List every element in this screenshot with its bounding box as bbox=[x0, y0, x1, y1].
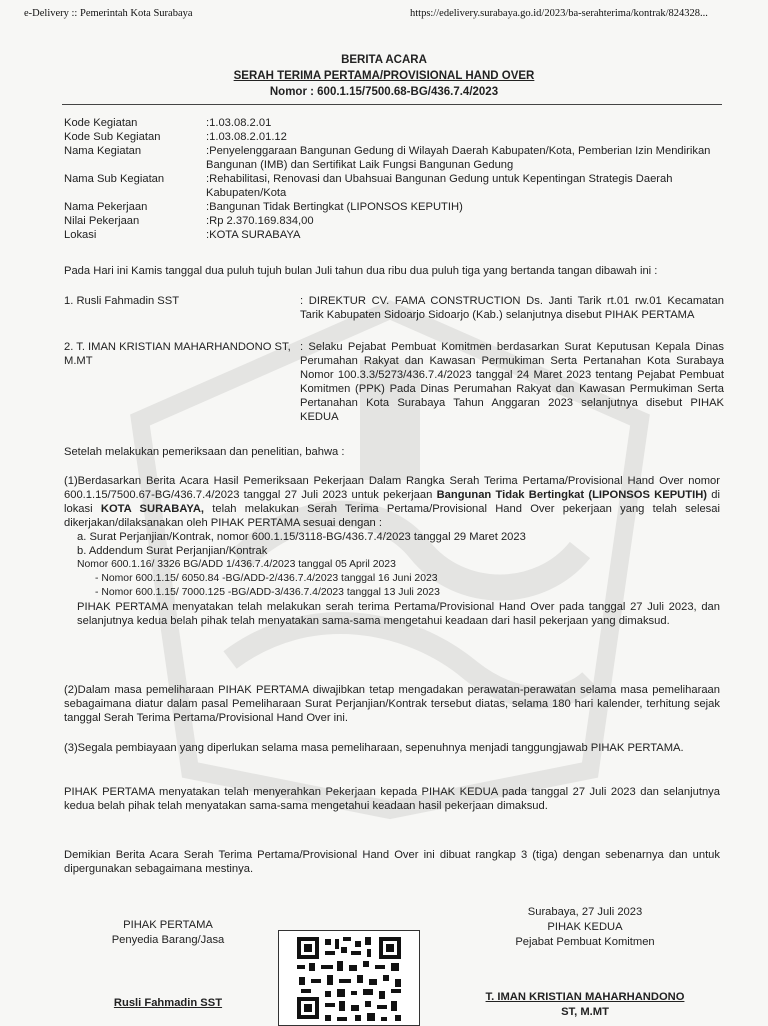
activity-details bbox=[64, 116, 724, 242]
detail-key: Lokasi bbox=[64, 229, 97, 241]
detail-value: :Penyelenggaraan Bangunan Gedung di Wilayah Daerah Kabupaten/Kota, Pemberian Izin Mendirikan Bangunan (IMB) dan Sertifikat Laik Fungsi Bangunan Gedung bbox=[206, 145, 711, 171]
detail-key: Kode Sub Kegiatan bbox=[64, 131, 161, 143]
detail-row bbox=[64, 172, 724, 200]
sig-first-role: PIHAK PERTAMA bbox=[123, 919, 213, 931]
clause-1-addendum: b. Addendum Surat Perjanjian/Kontrak bbox=[77, 545, 268, 557]
sig-second-name: T. IMAN KRISTIAN MAHARHANDONO bbox=[485, 991, 685, 1003]
browser-header-url[interactable]: https://edelivery.surabaya.go.id/2023/ba-serahterima/kontrak/824328... bbox=[410, 8, 708, 19]
detail-row bbox=[64, 214, 724, 228]
detail-key: Nama Pekerjaan bbox=[64, 201, 148, 213]
intro-paragraph: Pada Hari ini Kamis tanggal dua puluh tujuh bulan Juli tahun dua ribu dua puluh tiga yang bertanda tangan dibawah ini : bbox=[64, 265, 658, 277]
clause-1 bbox=[64, 474, 720, 628]
detail-key: Kode Kegiatan bbox=[64, 117, 138, 129]
party-second-name: 2. T. IMAN KRISTIAN MAHARHANDONO ST, M.MT bbox=[64, 341, 291, 367]
party-first bbox=[64, 294, 724, 322]
sig-second-title: ST, M.MT bbox=[561, 1006, 609, 1018]
browser-header-left: e-Delivery :: Pemerintah Kota Surabaya bbox=[24, 8, 193, 19]
document-number: Nomor : 600.1.15/7500.68-BG/436.7.4/2023 bbox=[269, 86, 499, 98]
detail-value: :1.03.08.2.01.12 bbox=[206, 131, 287, 143]
detail-row bbox=[64, 200, 724, 214]
detail-row bbox=[64, 116, 724, 130]
party-second-desc: : Selaku Pejabat Pembuat Komitmen berdasarkan Surat Keputusan Kepala Dinas Perumahan Rakyat dan Kawasan Permukiman Serta Pertanahan Kota Surabaya Nomor 100.3.3/5273/436.7.4/2023 tanggal 24 Maret 2023 tentang Pejabat Pembuat Komitmen (PPK) Pada Dinas Perumahan Rakyat dan Kawasan Permukiman Serta Pertanahan Kota Surabaya Tahun Anggaran 2023 selanjutnya disebut PIHAK KEDUA bbox=[300, 341, 724, 423]
clause-1-text-c: telah melakukan Serah Terima Pertama/Provisional Hand Over pekerjaan yang telah selesai dikerjakan/dilaksanakan oleh PIHAK PERTAMA sesuai dengan : bbox=[64, 503, 720, 529]
title-line-1: BERITA ACARA bbox=[341, 54, 427, 66]
clause-1-contract: a. Surat Perjanjian/Kontrak, nomor 600.1.15/3118-BG/436.7.4/2023 tanggal 29 Maret 2023 bbox=[77, 531, 526, 543]
detail-value: :KOTA SURABAYA bbox=[206, 229, 301, 241]
clause-3: (3)Segala pembiayaan yang diperlukan selama masa pemeliharaan, sepenuhnya menjadi tanggungjawab PIHAK PERTAMA. bbox=[64, 742, 684, 754]
handover-statement: PIHAK PERTAMA menyatakan telah menyerahkan Pekerjaan kepada PIHAK KEDUA pada tanggal 27 Juli 2023 dan selanjutnya kedua belah pihak telah menyatakan sama-sama mengetahui keadaan hasil pekerjaan dimaksud. bbox=[64, 786, 720, 812]
signature-first-party bbox=[68, 918, 268, 1011]
clause-1-text-a: (1)Berdasarkan Berita Acara Hasil Pemeriksaan Pekerjaan Dalam Rangka Serah Terima Pertama/Provisional Hand Over nomor 600.1.15/7500.67-BG/436.7.4/2023 tanggal 27 Juli 2023 untuk pekerjaan bbox=[64, 475, 720, 501]
clause-1-location: KOTA SURABAYA, bbox=[100, 503, 205, 515]
sig-date: Surabaya, 27 Juli 2023 bbox=[527, 906, 643, 918]
addendum-2: - Nomor 600.1.15/ 6050.84 -BG/ADD-2/436.7.4/2023 tanggal 16 Juni 2023 bbox=[95, 573, 438, 584]
detail-value: :1.03.08.2.01 bbox=[206, 117, 272, 129]
review-statement: Setelah melakukan pemeriksaan dan penelitian, bahwa : bbox=[64, 446, 345, 458]
sig-first-sub: Penyedia Barang/Jasa bbox=[111, 934, 225, 946]
sig-first-name: Rusli Fahmadin SST bbox=[113, 997, 223, 1009]
qr-code-icon bbox=[278, 930, 420, 1026]
addendum-1: Nomor 600.1.16/ 3326 BG/ADD 1/436.7.4/2023 tanggal 05 April 2023 bbox=[77, 559, 396, 570]
party-first-name: 1. Rusli Fahmadin SST bbox=[64, 295, 180, 307]
detail-value: :Rp 2.370.169.834,00 bbox=[206, 215, 314, 227]
detail-value: :Rehabilitasi, Renovasi dan Ubahsuai Bangunan Gedung untuk Kepentingan Strategis Daerah Kabupaten/Kota bbox=[206, 173, 673, 199]
addendum-3: - Nomor 600.1.15/ 7000.125 -BG/ADD-3/436.7.4/2023 tanggal 13 Juli 2023 bbox=[95, 587, 440, 598]
closing-statement: Demikian Berita Acara Serah Terima Pertama/Provisional Hand Over ini dibuat rangkap 3 (tiga) dengan sebenarnya dan untuk dipergunakan sebagaimana mestinya. bbox=[64, 849, 720, 875]
detail-value: :Bangunan Tidak Bertingkat (LIPONSOS KEPUTIH) bbox=[206, 201, 463, 213]
clause-1-closing: PIHAK PERTAMA menyatakan telah melakukan serah terima Pertama/Provisional Hand Over pada tanggal 27 Juli 2023, dan selanjutnya kedua belah pihak telah menyatakan sama-sama mengetahui keadaan dari hasil pekerjaan yang dimaksud. bbox=[77, 601, 720, 627]
clause-1-project: Bangunan Tidak Bertingkat (LIPONSOS KEPUTIH) bbox=[436, 489, 708, 501]
detail-key: Nama Sub Kegiatan bbox=[64, 173, 165, 185]
detail-row bbox=[64, 228, 724, 242]
title-line-2: SERAH TERIMA PERTAMA/PROVISIONAL HAND OVER bbox=[233, 70, 535, 82]
signature-second-party bbox=[460, 905, 710, 1020]
party-first-desc: : DIREKTUR CV. FAMA CONSTRUCTION Ds. Janti Tarik rt.01 rw.01 Kecamatan Tarik Kabupaten Sidoarjo Sidoarjo (Kab.) selanjutnya disebut PIHAK PERTAMA bbox=[300, 295, 724, 321]
party-second bbox=[64, 340, 724, 424]
detail-row bbox=[64, 144, 724, 172]
divider bbox=[62, 104, 722, 105]
sig-second-sub: Pejabat Pembuat Komitmen bbox=[515, 936, 655, 948]
detail-row bbox=[64, 130, 724, 144]
detail-key: Nilai Pekerjaan bbox=[64, 215, 140, 227]
document-title-block bbox=[0, 52, 768, 100]
detail-key: Nama Kegiatan bbox=[64, 145, 142, 157]
clause-1-text-b: di lokasi bbox=[64, 489, 720, 515]
clause-2: (2)Dalam masa pemeliharaan PIHAK PERTAMA diwajibkan tetap mengadakan perawatan-perawatan selama masa pemeliharaan sebagaimana diatur dalam pasal Pemeliharaan Surat Perjanjian/Kontrak tersebut diatas, selama 180 hari kalender, terhitung sejak tanggal Serah Terima Pertama/Provisional Hand Over ini. bbox=[64, 684, 720, 724]
sig-second-role: PIHAK KEDUA bbox=[547, 921, 623, 933]
